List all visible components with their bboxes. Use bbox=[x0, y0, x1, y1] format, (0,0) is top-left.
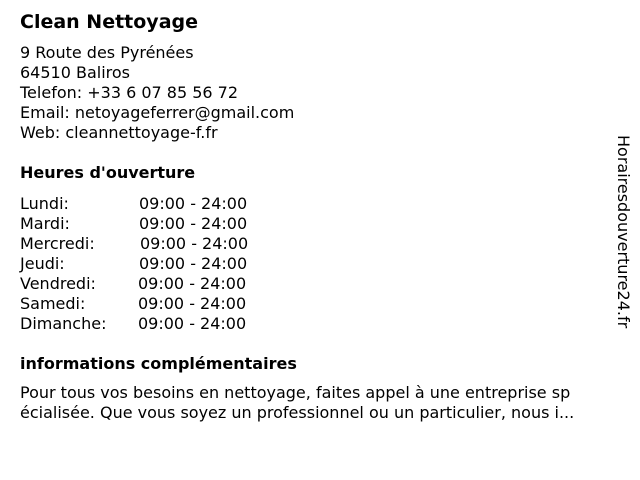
hours-time: 09:00 - 24:00 bbox=[139, 214, 248, 233]
address-city: 64510 Baliros bbox=[20, 63, 131, 82]
site-brand-label: Horairesdouverture24.fr bbox=[614, 135, 633, 329]
hours-time: 09:00 - 24:00 bbox=[138, 294, 247, 313]
additional-info-text bbox=[20, 383, 620, 423]
hours-time: 09:00 - 24:00 bbox=[138, 274, 247, 293]
address-street: 9 Route des Pyrénées bbox=[20, 43, 194, 62]
hours-day: Mardi: bbox=[20, 214, 70, 233]
hours-day: Vendredi: bbox=[20, 274, 96, 293]
info-line: écialisée. Que vous soyez un professionnel ou un particulier, nous i... bbox=[20, 403, 575, 422]
phone-line: Telefon: +33 6 07 85 56 72 bbox=[20, 83, 239, 102]
contact-block bbox=[20, 43, 294, 143]
hours-time: 09:00 - 24:00 bbox=[140, 234, 249, 253]
web-line: Web: cleannettoyage-f.fr bbox=[20, 123, 218, 142]
hours-day: Jeudi: bbox=[20, 254, 65, 273]
hours-day: Dimanche: bbox=[20, 314, 107, 333]
opening-hours-heading: Heures d'ouverture bbox=[20, 163, 196, 182]
hours-time: 09:00 - 24:00 bbox=[139, 254, 248, 273]
hours-day: Mercredi: bbox=[20, 234, 95, 253]
business-name: Clean Nettoyage bbox=[20, 11, 199, 33]
info-line: Pour tous vos besoins en nettoyage, faites appel à une entreprise sp bbox=[20, 383, 571, 402]
hours-time: 09:00 - 24:00 bbox=[138, 314, 247, 333]
additional-info-heading: informations complémentaires bbox=[20, 354, 297, 373]
hours-day: Samedi: bbox=[20, 294, 86, 313]
hours-day: Lundi: bbox=[20, 194, 69, 213]
hours-time: 09:00 - 24:00 bbox=[139, 194, 248, 213]
email-line: Email: netoyageferrer@gmail.com bbox=[20, 103, 295, 122]
